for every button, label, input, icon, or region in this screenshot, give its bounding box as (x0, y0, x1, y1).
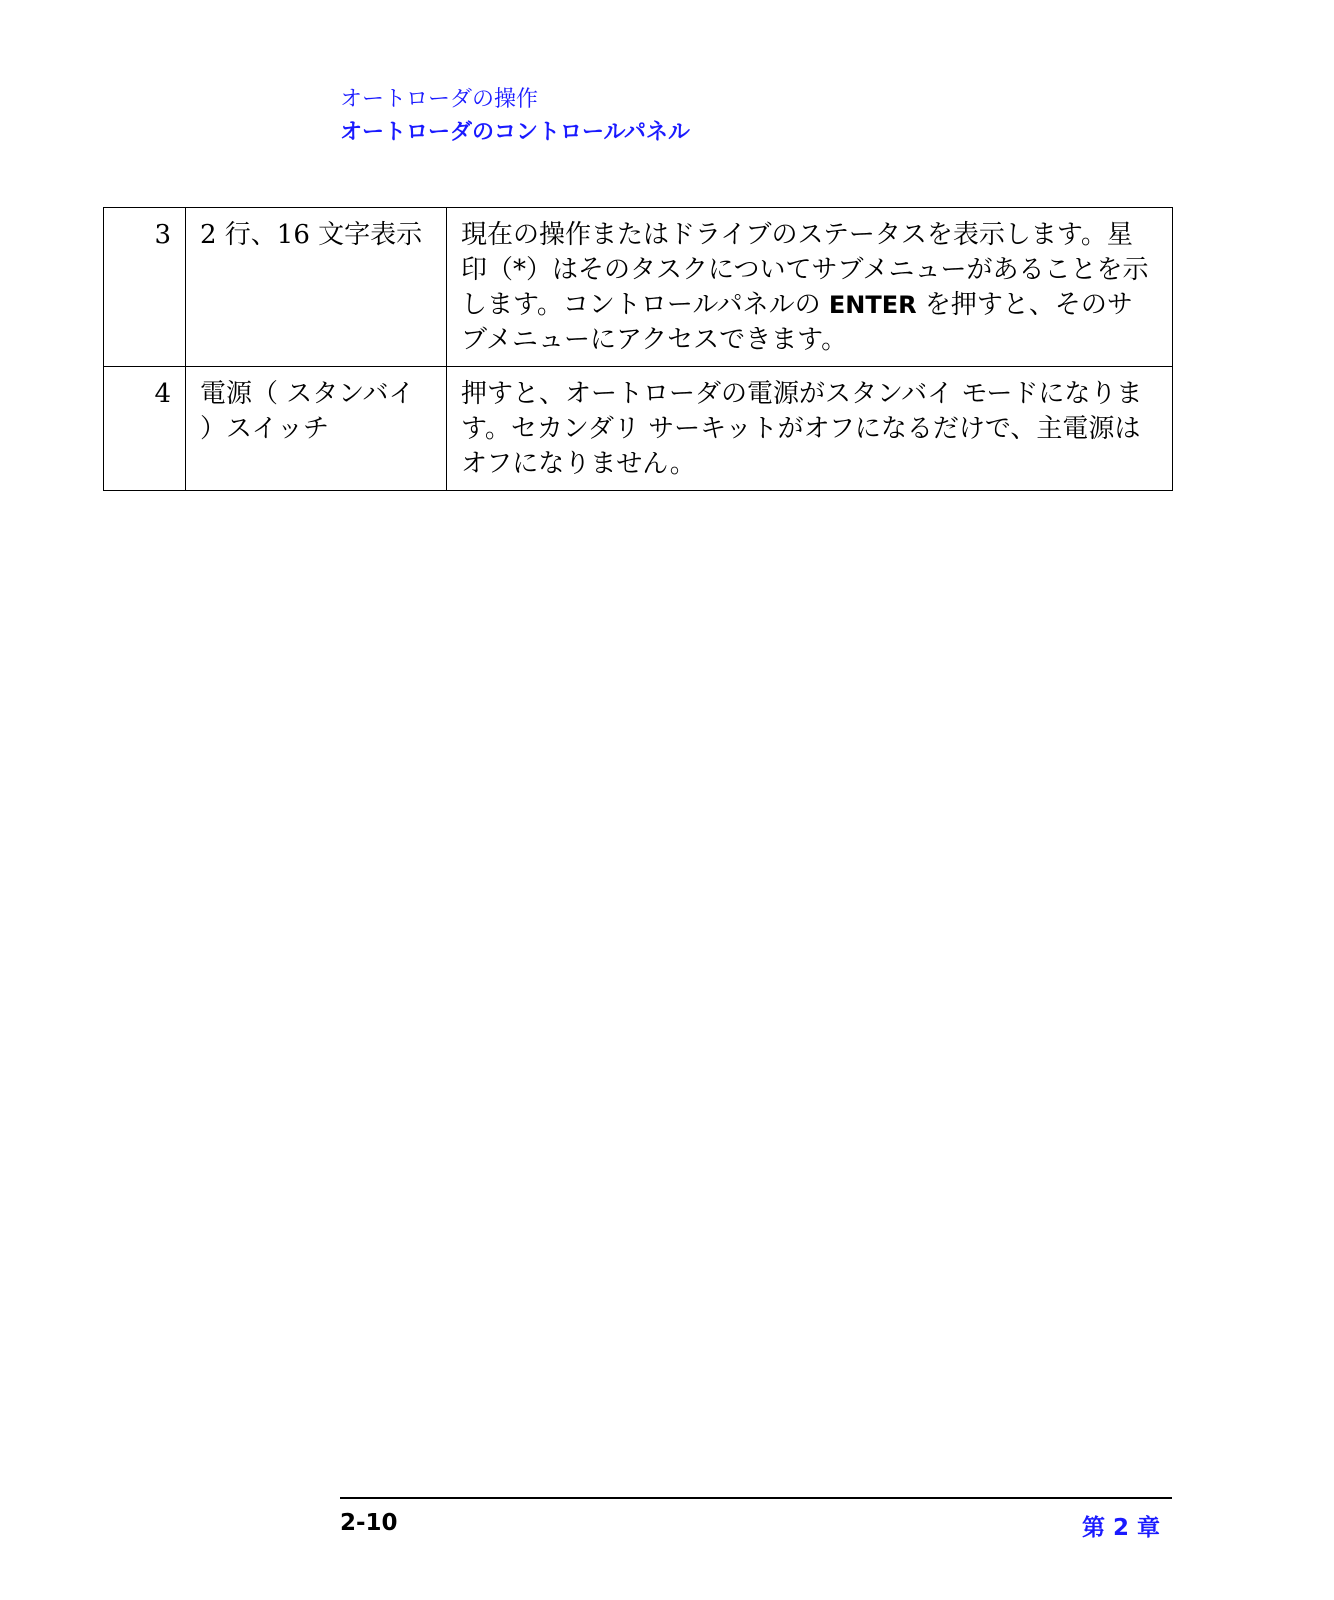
description-text: 現在の操作またはドライブのステータスを表示します。星印（*）はそのタスクについてサブメニューがあることを示します。コントロールパネルの (461, 220, 1149, 320)
control-panel-table (103, 207, 1173, 491)
item-description (447, 208, 1173, 367)
chapter-label: 第 2 章 (1081, 1515, 1160, 1541)
item-name: 2 行、16 文字表示 (186, 208, 447, 367)
table-row (104, 208, 1173, 367)
section-title: オートローダの操作 (340, 87, 539, 112)
description-text: を押すと、そのサブメニューにアクセスできます。 (461, 290, 1133, 355)
item-number: 4 (104, 367, 186, 491)
running-header (340, 84, 690, 150)
page-number: 2-10 (340, 1510, 398, 1536)
subsection-title: オートローダのコントロールパネル (340, 120, 691, 145)
item-description: 押すと、オートローダの電源がスタンバイ モードになります。セカンダリ サーキットがオフになるだけで、主電源はオフになりません。 (447, 367, 1173, 491)
enter-keyword: ENTER (828, 291, 917, 319)
item-name: 電源（ スタンバイ ）スイッチ (186, 367, 447, 491)
item-number: 3 (104, 208, 186, 367)
footer-divider (340, 1497, 1172, 1499)
table-row (104, 367, 1173, 491)
